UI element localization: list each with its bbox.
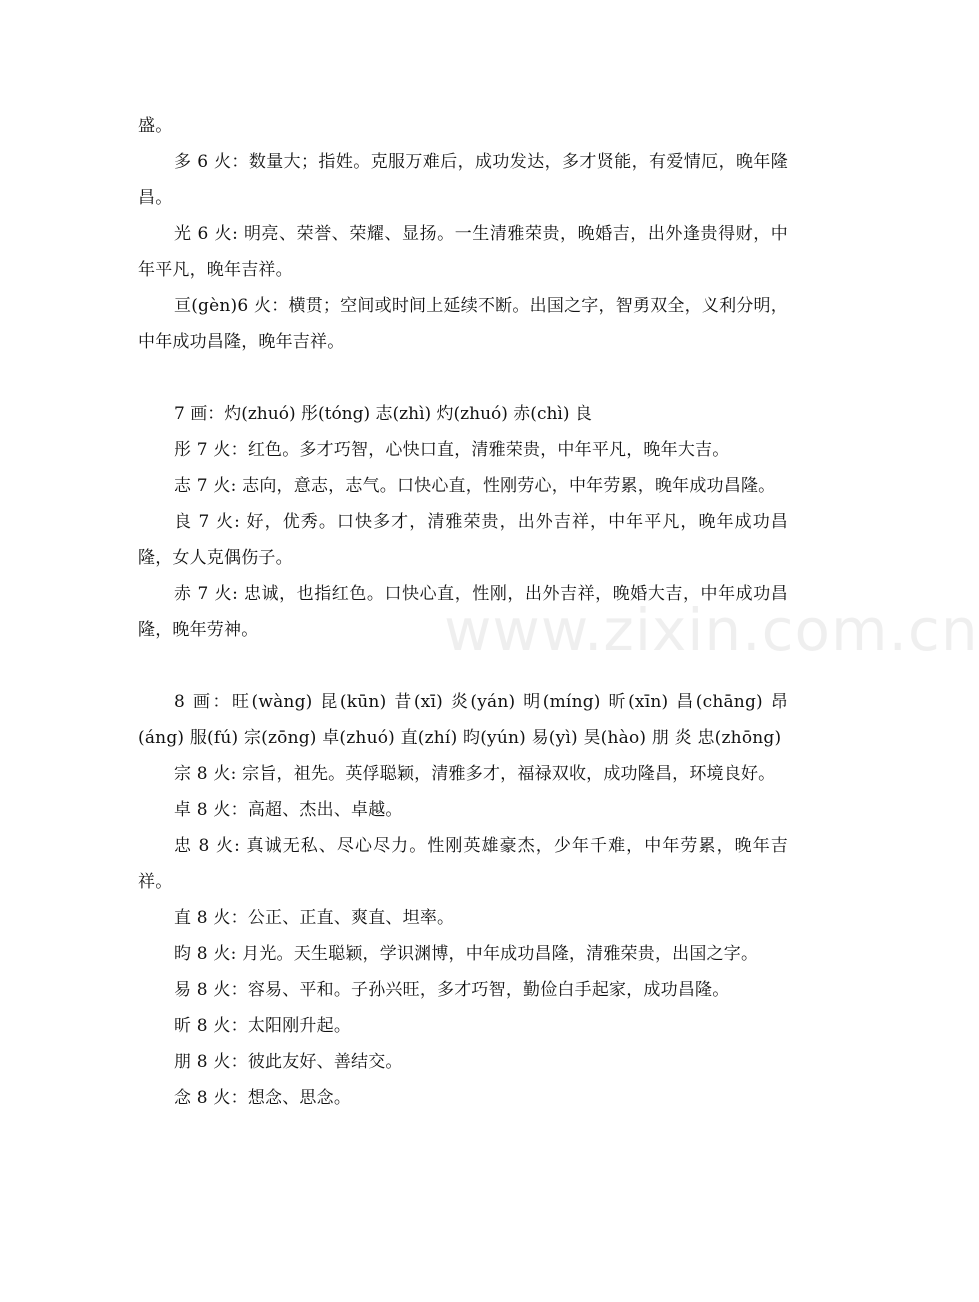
entry-gen: 亘(gèn)6 火：横贯；空间或时间上延续不断。出国之字，智勇双全，义利分明，中年成功昌隆，晚年吉祥。 (138, 296, 788, 352)
document-page (138, 108, 788, 1116)
entry-liang: 良 7 火: 好，优秀。口快多才，清雅荣贵，出外吉祥，中年平凡，晚年成功昌隆，女人克偶伤子。 (138, 512, 788, 568)
entry-yi: 易 8 火：容易、平和。子孙兴旺，多才巧智，勤俭白手起家，成功昌隆。 (174, 980, 730, 1000)
spacer (138, 360, 788, 396)
entry-tong: 彤 7 火：红色。多才巧智，心快口直，清雅荣贵，中年平凡，晚年大吉。 (174, 440, 730, 460)
entry-chi: 赤 7 火: 忠诚，也指红色。口快心直，性刚，出外吉祥，晚婚大吉，中年成功昌隆，晚年劳神。 (138, 584, 788, 640)
entry-xin: 昕 8 火：太阳刚升起。 (174, 1016, 352, 1036)
entry-nian: 念 8 火：想念、思念。 (174, 1088, 352, 1108)
entry-peng: 朋 8 火：彼此友好、善结交。 (174, 1052, 403, 1072)
entry-zhong: 忠 8 火: 真诚无私、尽心尽力。性刚英雄豪杰，少年千难，中年劳累，晚年吉祥。 (138, 836, 788, 892)
entry-zhi: 志 7 火: 志向，意志，志气。口快心直，性刚劳心，中年劳累，晚年成功昌隆。 (174, 476, 776, 496)
entry-zhi-straight: 直 8 火：公正、正直、爽直、坦率。 (174, 908, 455, 928)
entry-yun: 昀 8 火: 月光。天生聪颖，学识渊博，中年成功昌隆，清雅荣贵，出国之字。 (174, 944, 759, 964)
spacer (138, 648, 788, 684)
stroke-heading-7: 7 画：灼(zhuó) 彤(tóng) 志(zhì) 灼(zhuó) 赤(chì) 良 (174, 404, 592, 424)
paragraph-continuation: 盛。 (138, 116, 173, 136)
entry-zong: 宗 8 火: 宗旨，祖先。英俘聪颖，清雅多才，福禄双收，成功隆昌，环境良好。 (174, 764, 776, 784)
entry-guang: 光 6 火: 明亮、荣誉、荣耀、显扬。一生清雅荣贵，晚婚吉，出外逢贵得财，中年平凡，晚年吉祥。 (138, 224, 788, 280)
entry-duo: 多 6 火：数量大；指姓。克服万难后，成功发达，多才贤能，有爱情厄，晚年隆昌。 (138, 152, 788, 208)
watermark-text: www.zixin.com.cn (444, 596, 979, 664)
entry-zhuo: 卓 8 火：高超、杰出、卓越。 (174, 800, 403, 820)
stroke-heading-8: 8 画：旺(wàng) 昆(kūn) 昔(xī) 炎(yán) 明(míng) 昕(xīn) 昌(chāng) 昂(áng) 服(fú) 宗(zōng) 卓(zhuó) 直(zhí) 昀(yún) 易(yì) 昊(hào) 朋 炎 忠(zhōng) (138, 692, 788, 748)
